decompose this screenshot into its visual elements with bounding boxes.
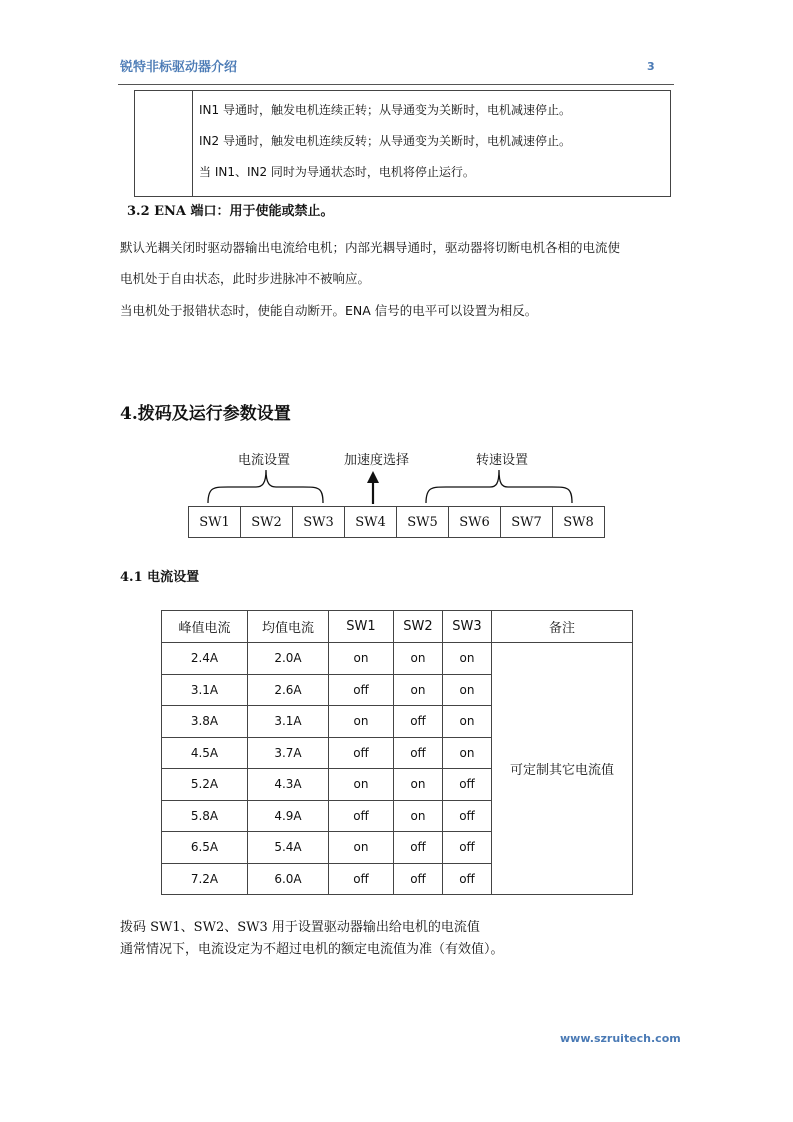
peak-current: 5.2A: [162, 769, 248, 801]
sw1-cell: SW1: [189, 507, 241, 538]
header-sw1: SW1: [329, 611, 394, 643]
note-cell: 可定制其它电流值: [492, 643, 633, 895]
section-4-heading: 4.拨码及运行参数设置: [120, 404, 291, 424]
avg-current: 4.3A: [248, 769, 329, 801]
in2-description: IN2 导通时，触发电机连续反转；从导通变为关断时，电机减速停止。: [199, 134, 571, 148]
page-number: 3: [647, 60, 655, 73]
sw2-state: on: [394, 643, 443, 675]
sw1-state: on: [329, 832, 394, 864]
accel-select-label: 加速度选择: [344, 453, 410, 468]
header-avg-current: 均值电流: [248, 611, 329, 643]
current-setting-table: [161, 610, 633, 895]
footnote-1: 拨码 SW1、SW2、SW3 用于设置驱动器输出给电机的电流值: [120, 920, 480, 935]
sw2-state: on: [394, 674, 443, 706]
peak-current: 3.8A: [162, 706, 248, 738]
avg-current: 6.0A: [248, 863, 329, 895]
table-header-row: [162, 611, 633, 643]
sw1-state: on: [329, 706, 394, 738]
avg-current: 4.9A: [248, 800, 329, 832]
sw2-state: off: [394, 863, 443, 895]
ena-paragraph-3: 当电机处于报错状态时，使能自动断开。ENA 信号的电平可以设置为相反。: [120, 303, 538, 318]
avg-current: 5.4A: [248, 832, 329, 864]
footer-url-link[interactable]: www.szruitech.com: [560, 1032, 681, 1045]
header-peak-current: 峰值电流: [162, 611, 248, 643]
sw1-state: off: [329, 674, 394, 706]
sw3-state: on: [443, 643, 492, 675]
section-3-2-heading: 3.2 ENA 端口：用于使能或禁止。: [127, 204, 334, 219]
header-title: 锐特非标驱动器介绍: [120, 60, 238, 75]
sw2-state: off: [394, 706, 443, 738]
sw4-cell: SW4: [345, 507, 397, 538]
sw3-cell: SW3: [293, 507, 345, 538]
sw2-state: on: [394, 769, 443, 801]
sw6-cell: SW6: [449, 507, 501, 538]
avg-current: 3.7A: [248, 737, 329, 769]
sw2-state: off: [394, 737, 443, 769]
sw2-cell: SW2: [241, 507, 293, 538]
sw1-state: on: [329, 643, 394, 675]
sw3-state: off: [443, 863, 492, 895]
dip-switch-diagram: [0, 0, 793, 520]
speed-brace: [426, 470, 572, 503]
sw1-state: off: [329, 737, 394, 769]
sw1-state: off: [329, 863, 394, 895]
accel-arrow-head: [367, 471, 379, 483]
sw5-cell: SW5: [397, 507, 449, 538]
sw3-state: off: [443, 769, 492, 801]
peak-current: 6.5A: [162, 832, 248, 864]
header-sw3: SW3: [443, 611, 492, 643]
sw1-state: off: [329, 800, 394, 832]
current-setting-label: 电流设置: [238, 453, 291, 468]
footnote-2: 通常情况下，电流设定为不超过电机的额定电流值为准（有效值）。: [120, 942, 504, 957]
sw8-cell: SW8: [553, 507, 605, 538]
sw3-state: on: [443, 674, 492, 706]
table-row: [162, 643, 633, 675]
sw3-state: on: [443, 706, 492, 738]
sw1-state: on: [329, 769, 394, 801]
peak-current: 7.2A: [162, 863, 248, 895]
sw3-state: off: [443, 832, 492, 864]
sw7-cell: SW7: [501, 507, 553, 538]
sw2-state: off: [394, 832, 443, 864]
speed-setting-label: 转速设置: [476, 453, 529, 468]
ena-paragraph-1: 默认光耦关闭时驱动器输出电流给电机；内部光耦导通时，驱动器将切断电机各相的电流使: [120, 240, 621, 255]
current-brace: [208, 470, 323, 503]
avg-current: 2.0A: [248, 643, 329, 675]
peak-current: 5.8A: [162, 800, 248, 832]
peak-current: 3.1A: [162, 674, 248, 706]
header-sw2: SW2: [394, 611, 443, 643]
sw3-state: on: [443, 737, 492, 769]
section-4-1-heading: 4.1 电流设置: [120, 570, 200, 585]
in1-in2-description: 当 IN1、IN2 同时为导通状态时，电机将停止运行。: [199, 165, 475, 179]
in1-description: IN1 导通时，触发电机连续正转；从导通变为关断时，电机减速停止。: [199, 103, 571, 117]
avg-current: 2.6A: [248, 674, 329, 706]
sw3-state: off: [443, 800, 492, 832]
peak-current: 2.4A: [162, 643, 248, 675]
sw2-state: on: [394, 800, 443, 832]
header-note: 备注: [492, 611, 633, 643]
avg-current: 3.1A: [248, 706, 329, 738]
dip-switch-row: [188, 506, 605, 538]
peak-current: 4.5A: [162, 737, 248, 769]
ena-paragraph-2: 电机处于自由状态，此时步进脉冲不被响应。: [120, 271, 371, 286]
